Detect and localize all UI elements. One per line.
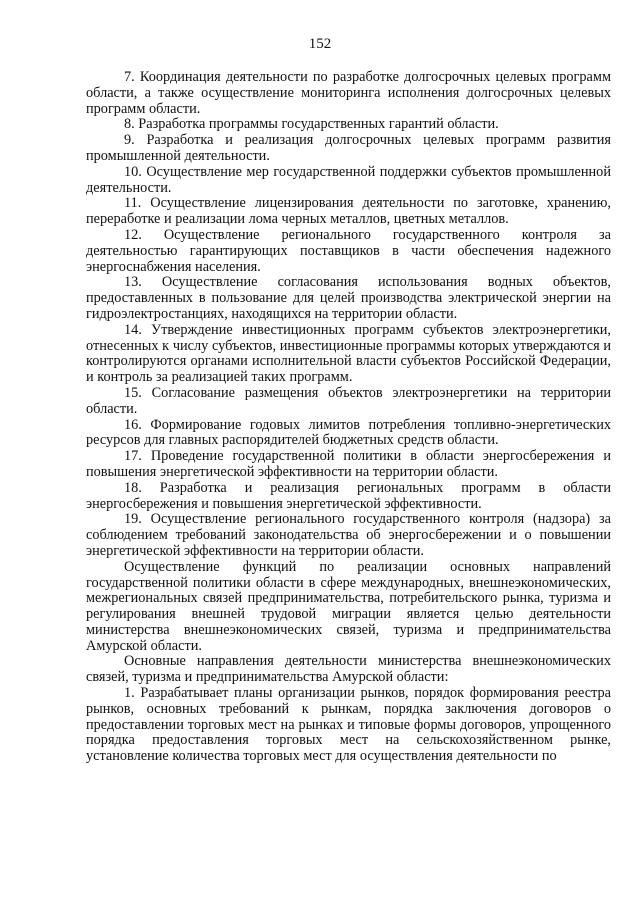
paragraph-item-10: 10. Осуществление мер государственной поддержки субъектов промышленной деятельности. — [86, 163, 611, 196]
paragraph-item-17: 17. Проведение государственной политики в области энергосбережения и повышения энергетической эффективности на территории области. — [86, 448, 611, 480]
paragraph-direction-1: 1. Разрабатывает планы организации рынков, порядок формирования реестра рынков, основных требований к рынкам, порядка заключения договоров о предоставлении торговых мест на рынках и типовые формы договоров, упрощенного порядка предоставления торговых мест на сельскохозяйственном рынке, установление количества торговых мест для осуществления деятельности по — [86, 685, 611, 765]
paragraph-directions-intro: Основные направления деятельности министерства внешнеэкономических связей, туризма и предпринимательства Амурской области: — [86, 653, 611, 686]
paragraph-item-13: 13. Осуществление согласования использования водных объектов, предоставленных в пользование для целей производства электрической энергии на гидроэлектростанциях, находящихся на территории области. — [86, 274, 611, 322]
paragraph-item-16: 16. Формирование годовых лимитов потребления топливно-энергетических ресурсов для главных распорядителей бюджетных средств области. — [86, 416, 611, 449]
paragraph-item-9: 9. Разработка и реализация долгосрочных целевых программ развития промышленной деятельности. — [86, 132, 611, 164]
paragraph-item-18: 18. Разработка и реализация региональных программ в области энергосбережения и повышения энергетической эффективности. — [86, 479, 611, 512]
paragraph-item-19: 19. Осуществление регионального государственного контроля (надзора) за соблюдением требований законодательства об энергосбережении и о повышении энергетической эффективности на территории области. — [86, 511, 611, 559]
paragraph-item-7: 7. Координация деятельности по разработке долгосрочных целевых программ области, а также осуществление мониторинга исполнения долгосрочных целевых программ области. — [86, 69, 611, 117]
paragraph-item-15: 15. Согласование размещения объектов электроэнергетики на территории области. — [86, 384, 611, 417]
paragraph-item-14: 14. Утверждение инвестиционных программ субъектов электроэнергетики, отнесенных к числу субъектов, инвестиционные программы которых утверждаются и контролируются органами исполнительной власти субъектов Российской Федерации, и контроль за реализацией таких программ. — [86, 321, 611, 386]
page-number: 152 — [308, 36, 332, 52]
paragraph-item-11: 11. Осуществление лицензирования деятельности по заготовке, хранению, переработке и реализации лома черных металлов, цветных металлов. — [86, 195, 611, 228]
paragraph-ministry-goal: Осуществление функций по реализации основных направлений государственной политики области в сфере международных, внешнеэкономических, межрегиональных связей предпринимательства, потребительского рынка, туризма и регулирования внешней трудовой миграции является целью деятельности министерства внешнеэкономических связей, туризма и предпринимательства Амурской области. — [86, 558, 611, 654]
paragraph-item-12: 12. Осуществление регионального государственного контроля за деятельностью гарантирующих поставщиков в части обеспечения надежного энергоснабжения населения. — [86, 226, 611, 275]
document-body — [86, 70, 611, 765]
paragraph-item-8: 8. Разработка программы государственных гарантий области. — [124, 116, 499, 133]
